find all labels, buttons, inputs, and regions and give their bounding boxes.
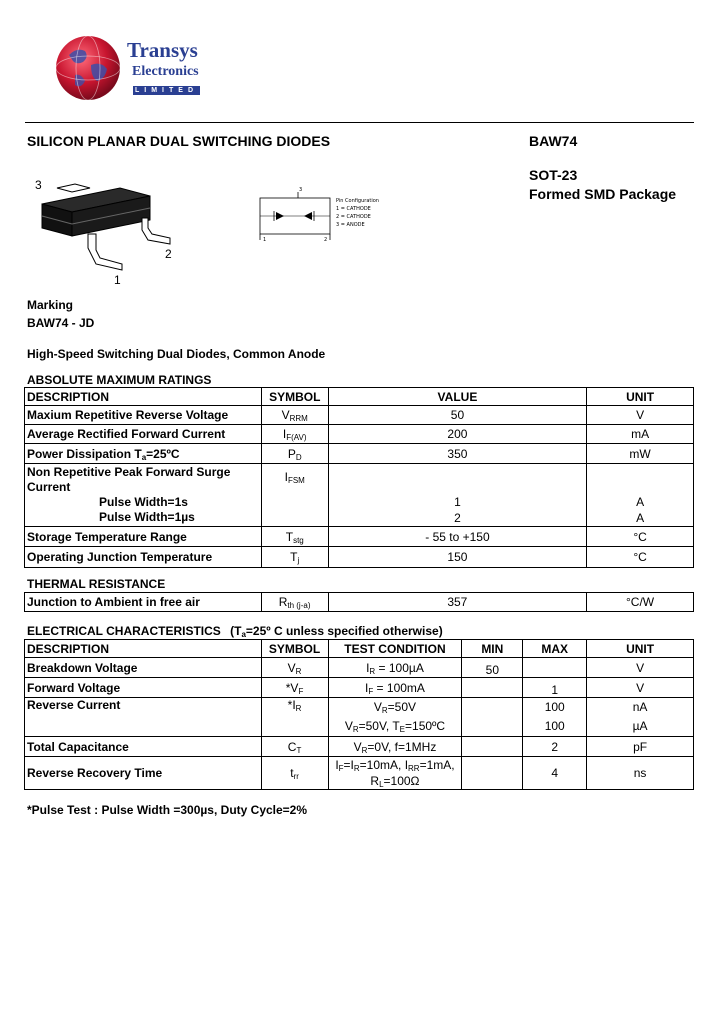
row-unit: °C/W xyxy=(587,593,694,612)
row-max xyxy=(523,658,587,678)
row-unit: V xyxy=(587,678,694,698)
row-unit: V xyxy=(587,658,694,678)
row-value: 150 xyxy=(328,547,586,568)
header-symbol: SYMBOL xyxy=(261,640,328,658)
row-condition: $I_F=I_R=10mA$, $I_{RR}=1mA$, $R_L=100\Omega$ xyxy=(328,757,462,790)
row-unit: °C xyxy=(587,547,694,568)
row-symbol: $V_{RRM}$ xyxy=(261,406,328,425)
pin-config-2: 2 = CATHODE xyxy=(336,214,371,220)
pin-1-label: 1 xyxy=(114,273,121,287)
globe-logo-icon xyxy=(55,35,121,101)
row-symbol: $V_R$ xyxy=(261,658,328,678)
table-row xyxy=(25,425,694,444)
row-description: Forward Voltage xyxy=(25,678,262,698)
row-description: Total Capacitance xyxy=(25,737,262,757)
pin-3-label: 3 xyxy=(35,178,42,192)
pin-config-3: 3 = ANODE xyxy=(336,222,365,228)
electrical-title: ELECTRICAL CHARACTERISTICS ($T_a=25º$ C unless specified otherwise) xyxy=(27,624,443,639)
header-max: MAX xyxy=(523,640,587,658)
header-description: DESCRIPTION xyxy=(25,640,262,658)
pin-2-label: 2 xyxy=(165,247,172,261)
header-test-condition: TEST CONDITION xyxy=(328,640,462,658)
device-description: High-Speed Switching Dual Diodes, Common Anode xyxy=(27,347,326,361)
row-max: 100 100 xyxy=(523,698,587,737)
row-description: Power Dissipation $T_a=25ºC$ xyxy=(25,444,262,464)
row-value: 357 xyxy=(328,593,587,612)
row-description: Junction to Ambient in free air xyxy=(25,593,262,612)
header-divider xyxy=(25,122,694,123)
row-description: Average Rectified Forward Current xyxy=(25,425,262,444)
header-description: DESCRIPTION xyxy=(25,388,262,406)
row-unit: nA µA xyxy=(587,698,694,737)
row-max: 4 xyxy=(523,757,587,790)
header-value: VALUE xyxy=(328,388,586,406)
abs-max-table xyxy=(24,387,694,568)
row-min xyxy=(462,698,523,737)
electrical-table xyxy=(24,639,694,790)
thermal-table xyxy=(24,592,694,612)
table-row xyxy=(25,698,694,737)
row-condition: $V_R=50V$ $V_R=50V$, $T_E=150ºC$ xyxy=(328,698,462,737)
row-symbol: $I_{F(AV)}$ xyxy=(261,425,328,444)
row-min: 50 xyxy=(462,658,523,678)
row-unit: pF xyxy=(587,737,694,757)
electrical-header-row xyxy=(25,640,694,658)
row-unit: °C xyxy=(587,527,694,547)
row-value: 50 xyxy=(328,406,586,425)
row-max: 1 xyxy=(523,678,587,698)
row-description: Maxium Repetitive Reverse Voltage xyxy=(25,406,262,425)
thermal-title: THERMAL RESISTANCE xyxy=(27,577,166,591)
pin-config-title: Pin Configuration xyxy=(336,198,379,204)
row-description: Reverse Current xyxy=(25,698,262,737)
table-row xyxy=(25,757,694,790)
table-row xyxy=(25,444,694,464)
abs-max-title: ABSOLUTE MAXIMUM RATINGS xyxy=(27,373,212,387)
header-unit: UNIT xyxy=(587,640,694,658)
logo-limited-badge: LIMITED xyxy=(135,87,198,94)
row-symbol: $R_{th (j-a)}$ xyxy=(261,593,328,612)
row-min xyxy=(462,678,523,698)
row-min xyxy=(462,737,523,757)
header-unit: UNIT xyxy=(587,388,694,406)
row-description: Non Repetitive Peak Forward Surge Current Pulse Width=1s Pulse Width=1µs xyxy=(25,464,262,527)
row-value: 200 xyxy=(328,425,586,444)
table-row xyxy=(25,593,694,612)
table-row xyxy=(25,464,694,527)
schematic-pin-3: 3 xyxy=(299,187,303,193)
company-logo xyxy=(55,35,215,101)
package-description: Formed SMD Package xyxy=(529,186,677,202)
table-row xyxy=(25,527,694,547)
row-description: Storage Temperature Range xyxy=(25,527,262,547)
row-symbol: $C_T$ xyxy=(261,737,328,757)
table-row xyxy=(25,737,694,757)
row-unit: A A xyxy=(587,464,694,527)
row-symbol: $I_{FSM}$ xyxy=(261,464,328,527)
row-description: Reverse Recovery Time xyxy=(25,757,262,790)
page-title: SILICON PLANAR DUAL SWITCHING DIODES xyxy=(27,133,331,149)
row-max: 2 xyxy=(523,737,587,757)
row-symbol: $T_j$ xyxy=(261,547,328,568)
row-symbol: $*V_F$ xyxy=(261,678,328,698)
row-condition: $I_F = 100mA$ xyxy=(328,678,462,698)
row-symbol: $P_D$ xyxy=(261,444,328,464)
part-number: BAW74 xyxy=(529,133,578,149)
row-unit: mW xyxy=(587,444,694,464)
row-unit: mA xyxy=(587,425,694,444)
sot23-package-drawing xyxy=(30,178,180,288)
table-row xyxy=(25,406,694,425)
table-row xyxy=(25,547,694,568)
pin-configuration-schematic xyxy=(254,186,394,242)
row-description: Operating Junction Temperature xyxy=(25,547,262,568)
header-symbol: SYMBOL xyxy=(261,388,328,406)
row-min xyxy=(462,757,523,790)
header-min: MIN xyxy=(462,640,523,658)
abs-max-header-row xyxy=(25,388,694,406)
row-condition: $I_R = 100\mu A$ xyxy=(328,658,462,678)
schematic-pin-1: 1 xyxy=(263,237,267,242)
row-symbol: $T_{stg}$ xyxy=(261,527,328,547)
row-unit: ns xyxy=(587,757,694,790)
table-row xyxy=(25,678,694,698)
row-condition: $V_R=0V$, f=1MHz xyxy=(328,737,462,757)
logo-company-name: Transys xyxy=(127,38,198,62)
package-type: SOT-23 xyxy=(529,167,578,183)
marking-value: BAW74 - JD xyxy=(27,316,95,330)
row-unit: V xyxy=(587,406,694,425)
row-symbol: $t_{rr}$ xyxy=(261,757,328,790)
row-value: 350 xyxy=(328,444,586,464)
pulse-test-footnote: *Pulse Test : Pulse Width =300µs, Duty Cycle=2% xyxy=(27,803,308,817)
row-value: 1 2 xyxy=(328,464,586,527)
row-description: Breakdown Voltage xyxy=(25,658,262,678)
logo-division-name: Electronics xyxy=(132,64,199,79)
schematic-pin-2: 2 xyxy=(324,237,328,242)
row-value: - 55 to +150 xyxy=(328,527,586,547)
table-row xyxy=(25,658,694,678)
pin-config-1: 1 = CATHODE xyxy=(336,206,371,212)
row-symbol: $*I_R$ xyxy=(261,698,328,737)
marking-label: Marking xyxy=(27,298,74,312)
